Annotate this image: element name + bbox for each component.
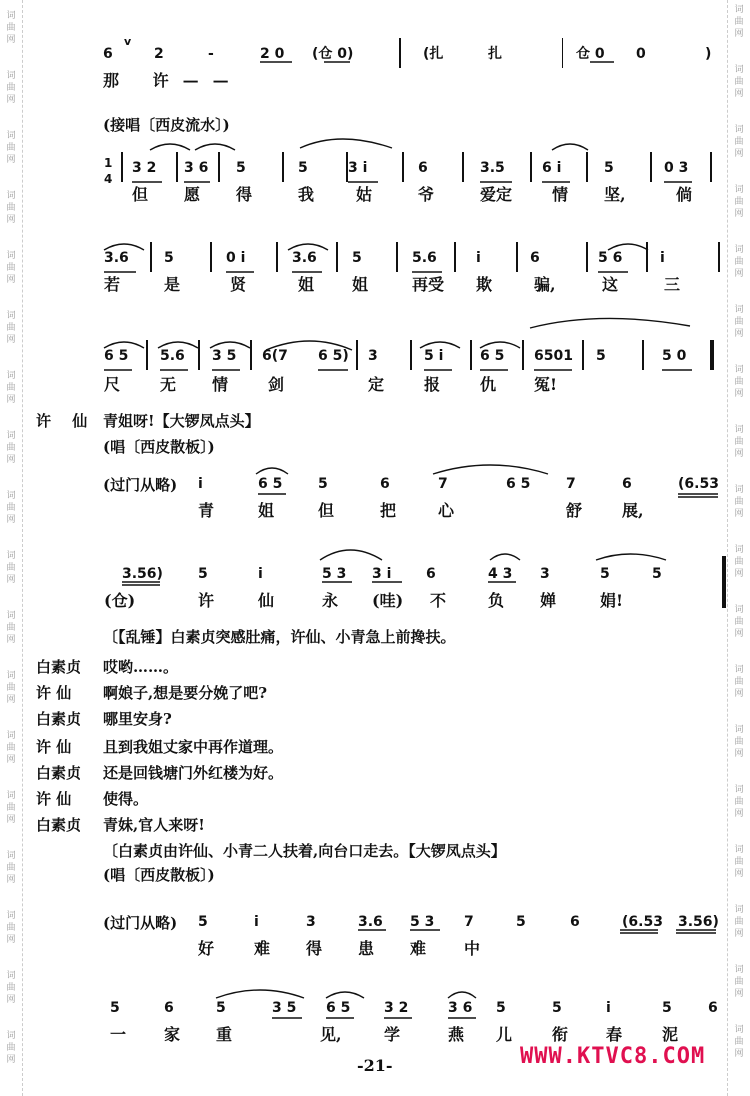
- bar-line: [218, 152, 220, 182]
- note: 3 2: [132, 160, 157, 176]
- note: 5 6: [598, 250, 623, 266]
- note: 5: [164, 250, 174, 266]
- percussion: 扎: [488, 46, 502, 62]
- lyric: 爷: [418, 185, 435, 204]
- aria-heading: (唱〔西皮散板〕): [103, 866, 215, 884]
- dialog-line: 青妹,官人来呀!: [103, 816, 205, 834]
- lyric: 爱定: [480, 185, 513, 204]
- watermark-text: 词 曲 网: [6, 71, 16, 105]
- lyric: 无: [160, 375, 177, 394]
- bar-line: [276, 242, 278, 272]
- lyric: 得: [306, 939, 323, 958]
- watermark-text: 词 曲 网: [734, 485, 744, 519]
- note: 3.56): [678, 914, 719, 930]
- lyric: 这: [602, 275, 619, 294]
- watermark-text: 词 曲 网: [734, 905, 744, 939]
- lyric: 难: [410, 939, 427, 958]
- note: 3: [306, 914, 316, 930]
- site-logo: WWW.KTVC8.COM: [520, 1044, 706, 1069]
- lyric: 情: [212, 375, 229, 394]
- note: 6 5: [326, 1000, 351, 1016]
- lyric: 婵: [540, 591, 557, 610]
- lyric: 儿: [496, 1025, 513, 1044]
- lyric: (哇): [372, 591, 404, 610]
- watermark-text: 词 曲 网: [734, 605, 744, 639]
- bar-line: [646, 242, 648, 272]
- stage-direction: 〔白素贞由许仙、小青二人扶着,向台口走去。【大锣凤点头】: [103, 842, 506, 860]
- watermark-text: 词 曲 网: [6, 491, 16, 525]
- note: 6: [103, 46, 113, 62]
- lyric: 得: [236, 185, 253, 204]
- note: 6: [380, 476, 390, 492]
- bar-line: [454, 242, 456, 272]
- note: 6: [570, 914, 580, 930]
- note: 2 0: [260, 46, 285, 62]
- lyric: 报: [424, 375, 441, 394]
- note: 3.6: [358, 914, 383, 930]
- bar-line: [399, 38, 401, 68]
- speaker-name: 白素贞: [36, 710, 82, 728]
- watermark-text: 词 曲 网: [734, 725, 744, 759]
- note: 5: [110, 1000, 120, 1016]
- lyric: 见,: [320, 1025, 342, 1044]
- note: 5: [236, 160, 246, 176]
- note: 3 5: [212, 348, 237, 364]
- watermark-text: 词 曲 网: [6, 371, 16, 405]
- dialog-line: 还是回钱塘门外红楼为好。: [103, 764, 284, 782]
- note: -: [208, 46, 214, 62]
- note: 5: [596, 348, 606, 364]
- note: 0 3: [664, 160, 689, 176]
- lyric: 春: [606, 1025, 623, 1044]
- note: 3 6: [184, 160, 209, 176]
- bar-line: [642, 340, 644, 370]
- lyric: 重: [216, 1025, 233, 1044]
- lyric: (仓): [104, 591, 136, 610]
- watermark-text: 词 曲 网: [6, 431, 16, 465]
- lyric: 坚,: [604, 185, 626, 204]
- bar-line: [121, 152, 123, 182]
- percussion: (扎: [423, 46, 444, 62]
- note: 6501: [534, 348, 573, 364]
- watermark-text: 词 曲 网: [734, 125, 744, 159]
- note: 7: [464, 914, 474, 930]
- watermark-text: 词 曲 网: [6, 251, 16, 285]
- lyric: 尺: [104, 375, 121, 394]
- watermark-text: 词 曲 网: [734, 305, 744, 339]
- note: 5: [496, 1000, 506, 1016]
- watermark-text: 词 曲 网: [734, 185, 744, 219]
- bar-line: [146, 340, 148, 370]
- watermark-text: 词 曲 网: [6, 611, 16, 645]
- page-number: -21-: [357, 1056, 393, 1075]
- bar-line: [356, 340, 358, 370]
- speaker-name: 白素贞: [36, 764, 82, 782]
- guomen-note: (过门从略): [103, 914, 178, 932]
- note: i: [660, 250, 665, 266]
- watermark-text: 词 曲 网: [734, 5, 744, 39]
- watermark-text: 词 曲 网: [734, 785, 744, 819]
- note: 5: [516, 914, 526, 930]
- bar-line: [530, 152, 532, 182]
- note: 6: [426, 566, 436, 582]
- speaker-name: 白素贞: [36, 658, 82, 676]
- note: 6: [418, 160, 428, 176]
- note: 5: [352, 250, 362, 266]
- bar-line: [710, 340, 714, 370]
- note: 5: [198, 914, 208, 930]
- note: 5 3: [322, 566, 347, 582]
- lyric: 若: [104, 275, 121, 294]
- bar-line: [396, 242, 398, 272]
- bar-line: [522, 340, 524, 370]
- note: 5: [298, 160, 308, 176]
- note: 6: [622, 476, 632, 492]
- watermark-text: 词 曲 网: [6, 971, 16, 1005]
- note: 6 i: [542, 160, 562, 176]
- note: 3: [540, 566, 550, 582]
- note: 3.5: [480, 160, 505, 176]
- watermark-text: 词 曲 网: [6, 791, 16, 825]
- lyric: 欺: [476, 275, 493, 294]
- watermark-text: 词 曲 网: [6, 851, 16, 885]
- dialog-line: 哎哟……。: [103, 658, 179, 676]
- dialog-line: 青姐呀!【大锣凤点头】: [103, 412, 260, 430]
- lyric: 是: [164, 275, 181, 294]
- lyric: 好: [198, 939, 215, 958]
- dialog-line: 且到我姐丈家中再作道理。: [103, 738, 284, 756]
- lyric: 骗,: [534, 275, 556, 294]
- note: 7: [566, 476, 576, 492]
- lyric: 把: [380, 501, 397, 520]
- lyric: 泥: [662, 1025, 679, 1044]
- note: 5 i: [424, 348, 444, 364]
- note: 5 0: [662, 348, 687, 364]
- note: 0 i: [226, 250, 246, 266]
- bar-line: [176, 152, 178, 182]
- watermark-text: 词 曲 网: [734, 365, 744, 399]
- speaker-name: 许 仙: [36, 412, 96, 430]
- note: 6 5: [480, 348, 505, 364]
- note: 5: [600, 566, 610, 582]
- note: 6: [708, 1000, 718, 1016]
- bar-line: [410, 340, 412, 370]
- bar-line: [346, 152, 348, 182]
- note: 5.6: [160, 348, 185, 364]
- watermark-text: 词 曲 网: [734, 65, 744, 99]
- note: 5 3: [410, 914, 435, 930]
- note: i: [606, 1000, 611, 1016]
- watermark-text: 词 曲 网: [6, 311, 16, 345]
- note: 5.6: [412, 250, 437, 266]
- note: 5: [552, 1000, 562, 1016]
- lyric: 负: [488, 591, 505, 610]
- lyric: 但: [132, 185, 149, 204]
- time-sig-bottom: 4: [104, 172, 113, 186]
- speaker-name: 许 仙: [36, 738, 72, 756]
- lyric: 青: [198, 501, 215, 520]
- speaker-name: 白素贞: [36, 816, 82, 834]
- note: 6 5: [104, 348, 129, 364]
- note: 3 i: [372, 566, 392, 582]
- note: 5: [652, 566, 662, 582]
- lyric: 燕: [448, 1025, 465, 1044]
- dialog-line: 使得。: [103, 790, 149, 808]
- note: 6 5: [506, 476, 531, 492]
- dialog-line: 哪里安身?: [103, 710, 172, 728]
- note: 7: [438, 476, 448, 492]
- note: i: [258, 566, 263, 582]
- bar-line: [336, 242, 338, 272]
- bar-line: [402, 152, 404, 182]
- lyric: 衔: [552, 1025, 569, 1044]
- watermark-text: 词 曲 网: [6, 131, 16, 165]
- note: 6(7: [262, 348, 288, 364]
- stage-direction: 〔【乱锤】白素贞突感肚痛，许仙、小青急上前搀扶。: [103, 628, 456, 646]
- lyric: 姑: [356, 185, 373, 204]
- lyric: 患: [358, 939, 375, 958]
- note: 3 2: [384, 1000, 409, 1016]
- note: 6: [164, 1000, 174, 1016]
- note: ): [705, 46, 712, 62]
- speaker-name: 许 仙: [36, 684, 72, 702]
- lyric: 家: [164, 1025, 181, 1044]
- lyric: 仇: [480, 375, 497, 394]
- note: 0: [636, 46, 646, 62]
- lyric: 难: [254, 939, 271, 958]
- lyric: 许: [198, 591, 215, 610]
- watermark-text: 词 曲 网: [6, 191, 16, 225]
- watermark-text: 词 曲 网: [734, 845, 744, 879]
- lyric: 舒: [566, 501, 583, 520]
- lyric: 中: [464, 939, 481, 958]
- lyric: 学: [384, 1025, 401, 1044]
- section-heading: (接唱〔西皮流水〕): [103, 116, 230, 134]
- bar-line: [562, 38, 563, 68]
- bar-line: [650, 152, 652, 182]
- note: (6.53: [622, 914, 663, 930]
- note: 3 i: [348, 160, 368, 176]
- bar-line: [718, 242, 720, 272]
- watermark-text: 词 曲 网: [6, 731, 16, 765]
- lyric: 贤: [230, 275, 247, 294]
- bar-line: [722, 556, 726, 608]
- watermark-text: 词 曲 网: [6, 1031, 16, 1065]
- bar-line: [516, 242, 518, 272]
- bar-line: [210, 242, 212, 272]
- watermark-text: 词 曲 网: [734, 545, 744, 579]
- note: 3.6: [292, 250, 317, 266]
- lyric: 再受: [412, 275, 445, 294]
- note: i: [198, 476, 203, 492]
- bar-line: [586, 242, 588, 272]
- watermark-text: 词 曲 网: [6, 671, 16, 705]
- watermark-text: 词 曲 网: [734, 425, 744, 459]
- bar-line: [462, 152, 464, 182]
- lyric: 永: [322, 591, 339, 610]
- lyric: 剑: [268, 375, 285, 394]
- note: i: [476, 250, 481, 266]
- time-sig-top: 1: [104, 156, 113, 170]
- lyric: 姐: [298, 275, 315, 294]
- lyric: 一: [110, 1025, 127, 1044]
- note: 3 5: [272, 1000, 297, 1016]
- note: 5: [318, 476, 328, 492]
- note: 3: [368, 348, 378, 364]
- percussion: (仓 0): [312, 46, 354, 62]
- bar-line: [150, 242, 152, 272]
- lyric: 展,: [622, 501, 644, 520]
- dialog-line: 啊娘子,想是要分娩了吧?: [103, 684, 268, 702]
- breath-mark: v: [124, 35, 132, 48]
- lyric: 仙: [258, 591, 275, 610]
- note: 6: [530, 250, 540, 266]
- lyric: 但: [318, 501, 335, 520]
- speaker-name: 许 仙: [36, 790, 72, 808]
- note: 6 5: [258, 476, 283, 492]
- note: 3 6: [448, 1000, 473, 1016]
- bar-line: [282, 152, 284, 182]
- bar-line: [250, 340, 252, 370]
- note: 2: [154, 46, 164, 62]
- watermark-text: 词 曲 网: [734, 965, 744, 999]
- note: 4 3: [488, 566, 513, 582]
- lyric: 冤!: [534, 375, 558, 394]
- note: i: [254, 914, 259, 930]
- watermark-text: 词 曲 网: [734, 665, 744, 699]
- note: 3.6: [104, 250, 129, 266]
- note: (6.53: [678, 476, 719, 492]
- note: 5: [198, 566, 208, 582]
- note: 3.56): [122, 566, 163, 582]
- lyric: 定: [368, 375, 385, 394]
- percussion: 仓 0: [576, 46, 605, 62]
- lyric: 娟!: [600, 591, 624, 610]
- bar-line: [582, 340, 584, 370]
- bar-line: [470, 340, 472, 370]
- watermark-text: 词 曲 网: [6, 551, 16, 585]
- bar-line: [198, 340, 200, 370]
- note: 5: [216, 1000, 226, 1016]
- bar-line: [710, 152, 712, 182]
- lyric: 愿: [184, 185, 201, 204]
- lyric: 不: [430, 591, 447, 610]
- note: 5: [662, 1000, 672, 1016]
- lyric: 三: [664, 275, 681, 294]
- note: 5: [604, 160, 614, 176]
- note: 6 5): [318, 348, 349, 364]
- watermark-text: 词 曲 网: [6, 911, 16, 945]
- lyric: 那 许——: [103, 71, 243, 90]
- aria-heading: (唱〔西皮散板〕): [103, 438, 215, 456]
- watermark-text: 词 曲 网: [734, 245, 744, 279]
- bar-line: [586, 152, 588, 182]
- watermark-text: 词 曲 网: [734, 1025, 744, 1059]
- lyric: 心: [438, 501, 455, 520]
- lyric: 姐: [258, 501, 275, 520]
- lyric: 倘: [676, 185, 693, 204]
- lyric: 情: [552, 185, 569, 204]
- watermark-text: 词 曲 网: [6, 11, 16, 45]
- lyric: 姐: [352, 275, 369, 294]
- lyric: 我: [298, 185, 315, 204]
- guomen-note: (过门从略): [103, 476, 178, 494]
